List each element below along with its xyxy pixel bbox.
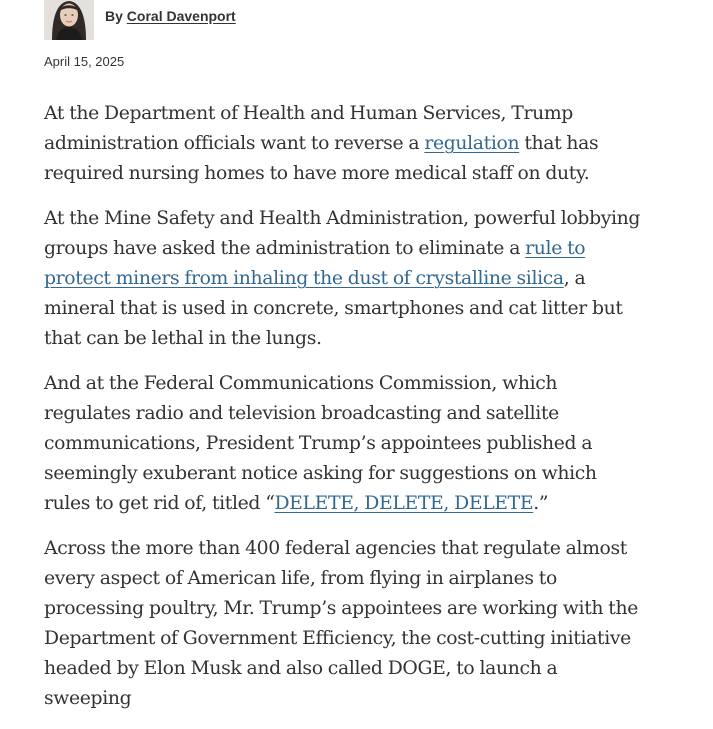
author-link[interactable]: Coral Davenport [126,8,236,24]
silica-rule-link[interactable]: rule to protect miners from inhaling the dust of crystalline silica [44,238,586,289]
delete-notice-link[interactable]: DELETE, DELETE, DELETE [274,493,534,514]
publish-date: April 15, 2025 [44,54,125,69]
byline-prefix: By [105,8,123,24]
paragraph-3 [44,369,644,519]
regulation-link[interactable]: regulation [424,133,520,154]
paragraph-2 [44,204,644,354]
paragraph-1-text-before: At the Department of Health and Human Services, Trump administration officials want to reverse a [44,103,573,154]
paragraph-1 [44,99,644,189]
paragraph-3-text-before: And at the Federal Communications Commission, which regulates radio and television broadcasting and satellite communications, President Trump’s appointees published a seemingly exuberant notice asking for suggestions on which rules to get rid of, titled “ [44,373,597,514]
author-avatar[interactable] [44,0,94,40]
article-body [44,99,644,729]
paragraph-3-text-after: .” [533,493,549,514]
paragraph-2-text-before: At the Mine Safety and Health Administration, powerful lobbying groups have asked the administration to eliminate a [44,208,641,259]
paragraph-1-text-after: that has required nursing homes to have more medical staff on duty. [44,133,599,184]
paragraph-2-text-after: , a mineral that is used in concrete, smartphones and cat litter but that can be lethal in the lungs. [44,268,623,349]
author-portrait-icon [44,0,94,40]
byline [44,0,236,40]
byline-text [105,8,236,24]
paragraph-4: Across the more than 400 federal agencies that regulate almost every aspect of American life, from flying in airplanes to processing poultry, Mr. Trump’s appointees are working with the Department of Government Efficiency, the cost-cutting initiative headed by Elon Musk and also called DOGE, to launch a sweeping [44,538,638,709]
